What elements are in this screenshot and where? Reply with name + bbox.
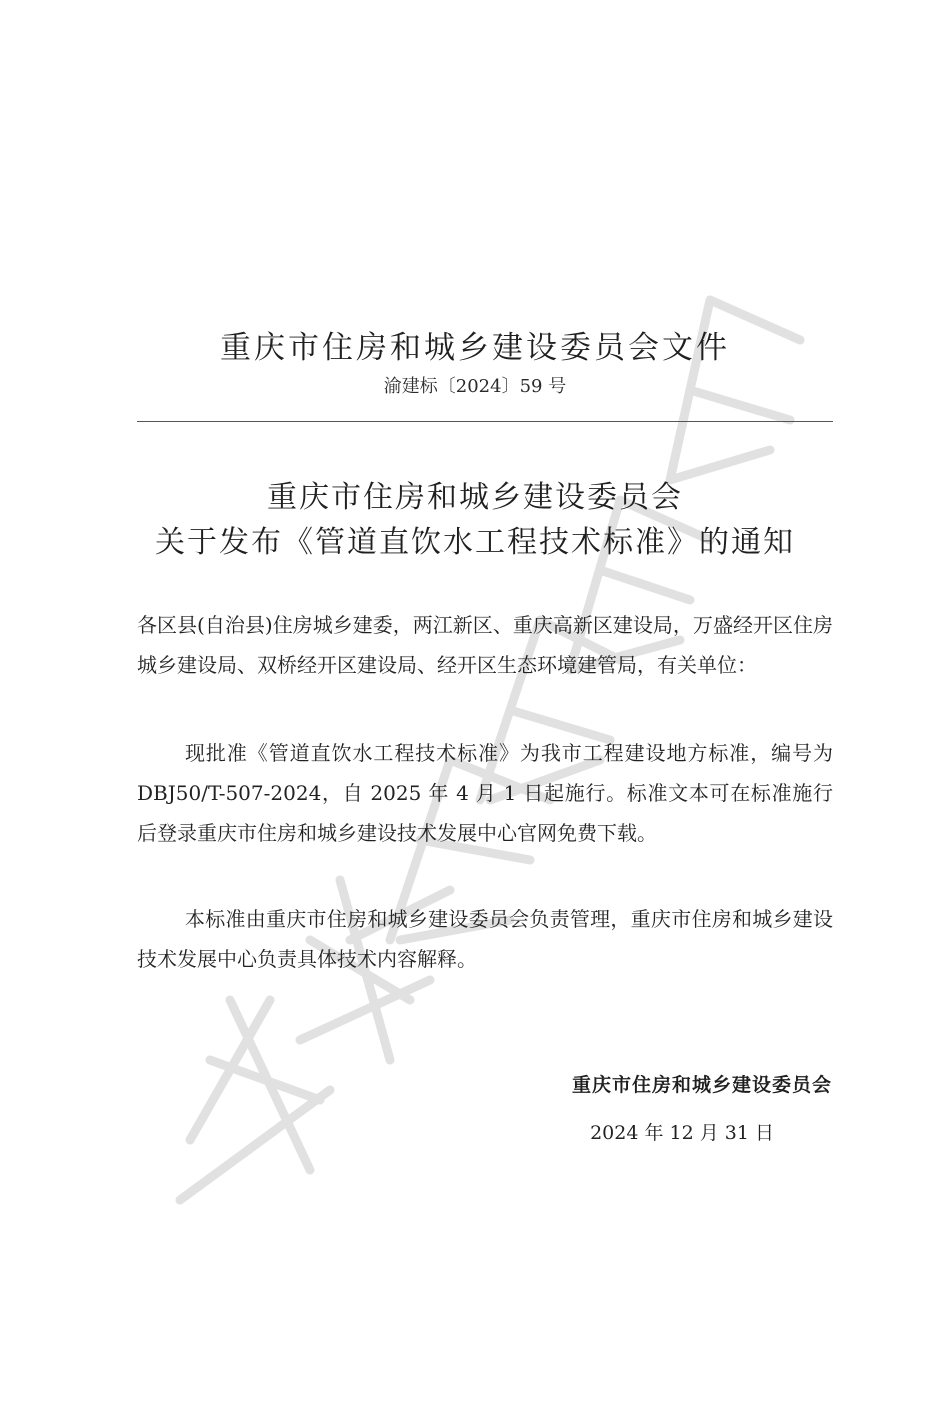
notice-title-line2: 关于发布《管道直饮水工程技术标准》的通知 (155, 525, 795, 560)
addressee-paragraph: 各区县(自治县)住房城乡建委，两江新区、重庆高新区建设局，万盛经开区住房城乡建设局、双桥经开区建设局、经开区生态环境建管局，有关单位： (137, 613, 833, 677)
header-divider (137, 421, 833, 422)
issue-date: 2024 年 12 月 31 日 (590, 1122, 774, 1144)
management-paragraph: 本标准由重庆市住房和城乡建设委员会负责管理，重庆市住房和城乡建设技术发展中心负责具体技术内容解释。 (137, 907, 833, 971)
notice-title-line1: 重庆市住房和城乡建设委员会 (267, 480, 683, 515)
issuer-signature: 重庆市住房和城乡建设委员会 (571, 1074, 832, 1096)
header-title: 重庆市住房和城乡建设委员会文件 (220, 330, 730, 366)
approval-paragraph: 现批准《管道直饮水工程技术标准》为我市工程建设地方标准，编号为 DBJ50/T-507-2024，自 2025 年 4 月 1 日起施行。标准文本可在标准施行后登录重庆市住房和城乡建设技术发展中心官网免费下载。 (137, 741, 833, 845)
document-number: 渝建标〔2024〕59 号 (383, 376, 567, 397)
